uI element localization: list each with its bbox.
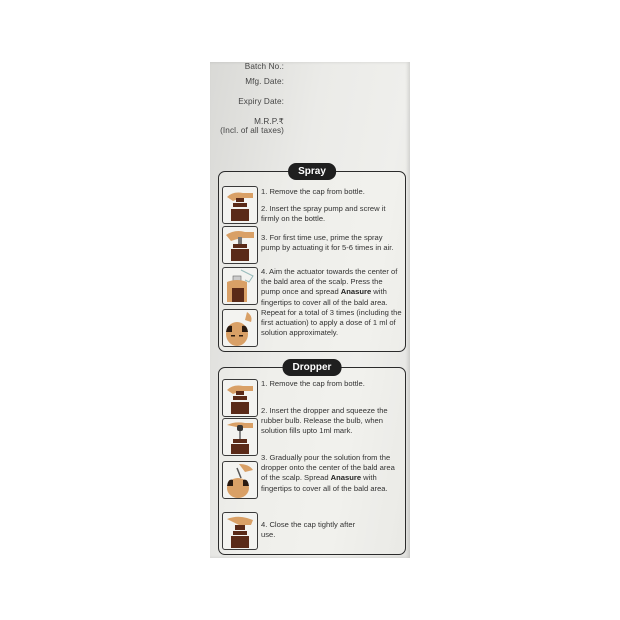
spray-step-4 bbox=[261, 267, 403, 338]
spray-step-4-text-b: with fingertips to cover all of the bald area. Repeat for a total of 3 times (including the first actuation) to apply a dose of 1 ml of solution approximately. bbox=[261, 287, 402, 338]
dropper-instructions-panel bbox=[218, 362, 406, 555]
remove-cap-illustration bbox=[222, 186, 258, 224]
product-box-photo bbox=[210, 62, 410, 558]
apply-scalp-illustration bbox=[222, 309, 258, 347]
dropper-squeeze-illustration bbox=[222, 418, 258, 456]
spray-step-4-text-a: 4. Aim the actuator towards the center of the bald area of the scalp. Press the pump once and spread bbox=[261, 267, 398, 297]
spray-step-1: 1. Remove the cap from bottle. bbox=[261, 187, 365, 196]
mrp-label: M.R.P.₹ bbox=[254, 117, 284, 126]
dropper-step-3-brand: Anasure bbox=[330, 473, 362, 483]
dropper-step-1: 1. Remove the cap from bottle. bbox=[261, 379, 365, 388]
spray-header: Spray bbox=[288, 163, 336, 180]
dropper-step-4: 4. Close the cap tightly after use. bbox=[261, 520, 356, 540]
dropper-step-3-text-a: 3. Gradually pour the solution from the dropper onto the center of the bald area of the scalp. Spread bbox=[261, 453, 395, 483]
close-cap-illustration bbox=[222, 512, 258, 550]
dropper-step-3 bbox=[261, 453, 403, 494]
dropper-step-3-text-b: with fingertips to cover all of the bald area. bbox=[261, 473, 388, 493]
spray-step-4-brand: Anasure bbox=[340, 287, 372, 297]
dropper-header: Dropper bbox=[283, 359, 342, 376]
spray-instructions-panel bbox=[218, 166, 406, 352]
spray-step-2: 2. Insert the spray pump and screw it firmly on the bottle. bbox=[261, 204, 386, 224]
expiry-date-label: Expiry Date: bbox=[238, 97, 284, 106]
taxes-note: (Incl. of all taxes) bbox=[220, 126, 284, 135]
spray-pump-illustration bbox=[222, 226, 258, 264]
dropper-step-2: 2. Insert the dropper and squeeze the rubber bulb. Release the bulb, when solution fills upto 1ml mark. bbox=[261, 406, 388, 436]
mfg-date-label: Mfg. Date: bbox=[245, 77, 284, 86]
spray-step-3: 3. For first time use, prime the spray pump by actuating it for 5-6 times in air. bbox=[261, 233, 394, 253]
batch-no-label: Batch No.: bbox=[244, 62, 284, 71]
prime-spray-illustration bbox=[222, 267, 258, 305]
dropper-pour-illustration bbox=[222, 461, 258, 499]
dropper-remove-cap-illustration bbox=[222, 379, 258, 417]
